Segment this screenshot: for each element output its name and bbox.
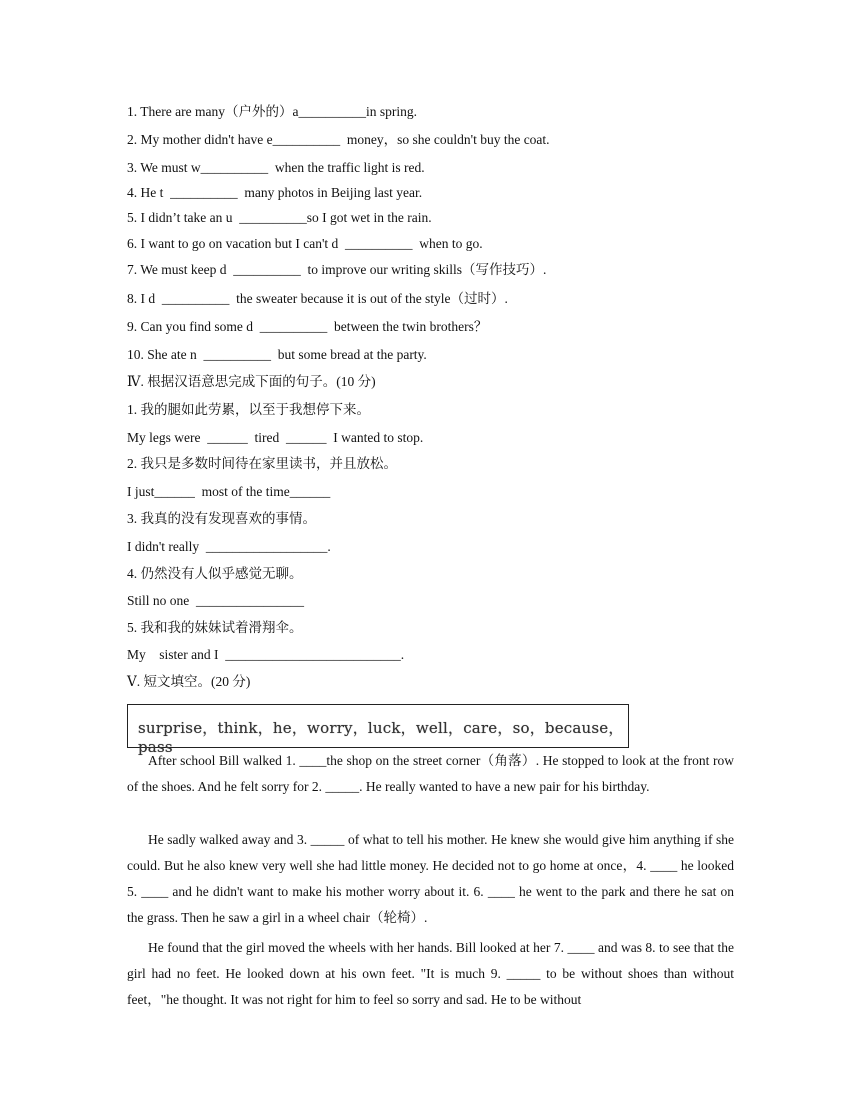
word-bank-box xyxy=(127,704,629,756)
translation-prompt-4: 4. 仍然没有人似乎感觉无聊。 xyxy=(127,566,303,581)
paragraph-2-text: He sadly walked away and 3. _____ of what to tell his mother. He knew she would give him anything if she could. But he also knew very well she had little money. He decided not to go home at once，4. ____ he looked 5. ____ and he didn't want to make his mother worry about it. 6. ____ he went to the park and there he sat on the grass. Then he saw a girl in a wheel chair（轮椅）. xyxy=(127,832,734,925)
passage-paragraph-3 xyxy=(127,935,734,1013)
fill-item-9: 9. Can you find some d __________ between the twin brothers？ xyxy=(127,319,488,334)
translation-answer-2: I just______ most of the time______ xyxy=(127,484,331,499)
fill-item-2: 2. My mother didn't have e__________ money，so she couldn't buy the coat. xyxy=(127,132,550,147)
fill-item-4: 4. He t __________ many photos in Beijing last year. xyxy=(127,185,423,200)
translation-answer-1: My legs were ______ tired ______ I wanted to stop. xyxy=(127,430,424,445)
translation-answer-3: I didn't really __________________. xyxy=(127,539,331,554)
paragraph-1-text: After school Bill walked 1. ____the shop on the street corner（角落）. He stopped to look at the front row of the shoes. And he felt sorry for 2. _____. He really wanted to have a new pair for his birthday. xyxy=(127,753,734,794)
fill-item-5: 5. I didn’t take an u __________so I got wet in the rain. xyxy=(127,210,432,225)
translation-prompt-3: 3. 我真的没有发现喜欢的事情。 xyxy=(127,511,316,526)
word-bank-text: surprise，think，he，worry，luck，well，care，so，because，pass xyxy=(138,719,624,756)
fill-item-10: 10. She ate n __________ but some bread at the party. xyxy=(127,347,427,362)
fill-item-6: 6. I want to go on vacation but I can't d __________ when to go. xyxy=(127,236,483,251)
translation-prompt-5: 5. 我和我的妹妹试着滑翔伞。 xyxy=(127,620,303,635)
passage-paragraph-2 xyxy=(127,827,734,931)
fill-item-1: 1. There are many（户外的）a__________in spring. xyxy=(127,104,417,119)
translation-prompt-1: 1. 我的腿如此劳累，以至于我想停下来。 xyxy=(127,402,370,417)
translation-prompt-2: 2. 我只是多数时间待在家里读书，并且放松。 xyxy=(127,456,397,471)
translation-answer-5: My sister and I __________________________. xyxy=(127,647,405,662)
passage-paragraph-1 xyxy=(127,748,734,800)
section-5-heading: Ⅴ. 短文填空。(20 分) xyxy=(127,674,251,689)
translation-answer-4: Still no one ________________ xyxy=(127,593,305,608)
section-4-heading: Ⅳ. 根据汉语意思完成下面的句子。(10 分) xyxy=(127,374,376,389)
fill-item-3: 3. We must w__________ when the traffic light is red. xyxy=(127,160,425,175)
paragraph-3-text: He found that the girl moved the wheels with her hands. Bill looked at her 7. ____ and was 8. to see that the girl had no feet. He looked down at his own feet. "It is much 9. _____ to be without shoes than without feet，"he thought. It was not right for him to feel so sorry and sad. He to be without xyxy=(127,940,734,1007)
fill-item-7: 7. We must keep d __________ to improve our writing skills（写作技巧）. xyxy=(127,262,547,277)
fill-item-8: 8. I d __________ the sweater because it is out of the style（过时）. xyxy=(127,291,508,306)
